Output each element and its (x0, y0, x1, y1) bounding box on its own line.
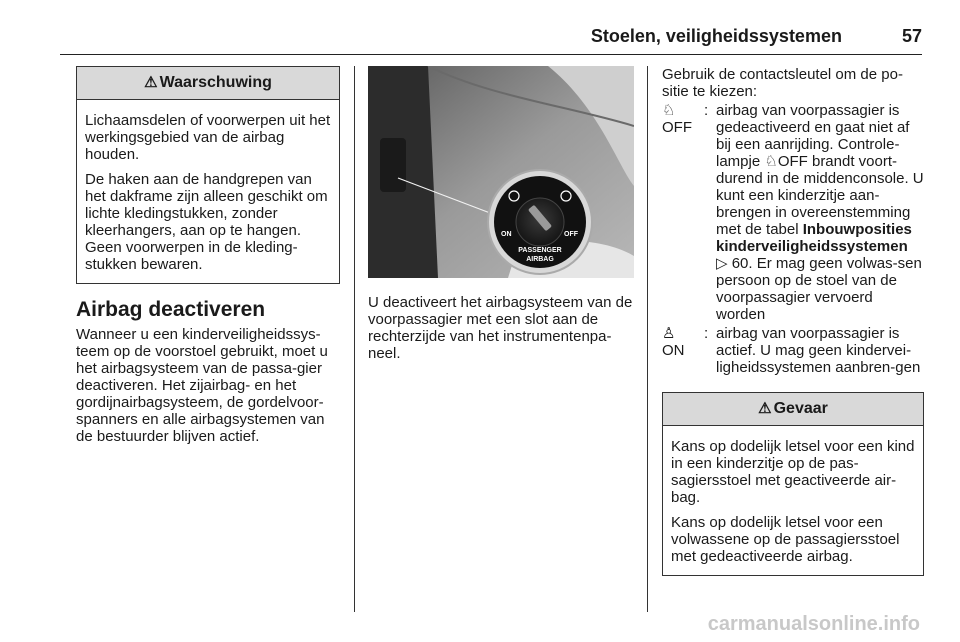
warning-triangle-icon: ⚠ (144, 74, 158, 91)
warning-paragraph: De haken aan de handgrepen van het dakframe zijn alleen geschikt om lichte kledingstukken, zonder kleerhangers, aan op te hangen. Geen voorwerpen in de kleding-stukken bewaren. (85, 171, 328, 273)
airbag-on-icon: ♙ (662, 325, 676, 342)
reference-link[interactable]: Inbouwposities kinderveiligheidssystemen (716, 221, 912, 255)
page-header (60, 26, 922, 55)
danger-heading: ⚠ Gevaar (663, 393, 923, 426)
warning-triangle-icon: ⚠ (758, 400, 772, 417)
page-number: 57 (901, 26, 922, 46)
warning-box (76, 66, 340, 284)
airbag-switch-illustration (368, 66, 634, 278)
figure-caption: U deactiveert het airbagsysteem van de voorpassagier met een slot aan de rechterzijde van het instrumentenpa-neel. (368, 294, 633, 362)
column-middle (368, 66, 634, 362)
option-on-text: airbag van voorpassagier is actief. U mag geen kindervei-ligheidssystemen aanbren-gen (716, 325, 921, 376)
section-heading: Airbag deactiveren (76, 298, 266, 321)
option-off-label: OFF (662, 119, 692, 136)
option-on: ♙ ON : airbag van voorpassagier is actief. U mag geen kindervei-ligheidssystemen aanbren-gen (662, 325, 924, 376)
airbag-off-icon: ♘ (662, 102, 676, 119)
watermark: carmanualsonline.info (707, 613, 920, 635)
switch-label-1: PASSENGER (518, 247, 562, 254)
danger-paragraph: Kans op dodelijk letsel voor een volwassene op de passagiersstoel met gedeactiveerde airbag. (671, 514, 900, 565)
switch-label-2: AIRBAG (526, 256, 554, 263)
airbag-switch-photo (368, 66, 634, 278)
column-divider (647, 66, 648, 612)
airbag-off-icon: ♘ (764, 153, 778, 170)
warning-paragraph: Lichaamsdelen of voorwerpen uit het werkingsgebied van de airbag houden. (85, 112, 331, 163)
option-off-text: airbag van voorpassagier is gedeactiveerd en gaat niet af bij een aanrijding. Controle-lampje ♘OFF brandt voort-durend in de middenconsole. U kunt een kinderzitje aan-brengen in overeenstemming met de tabel Inbouwposities kinderveiligheidssystemen ▷ 60. Er mag geen volwas-sen persoon op de stoel van de voorpassagier vervoerd worden (716, 102, 924, 323)
column-left (76, 66, 340, 445)
switch-off-label: OFF (564, 231, 578, 238)
option-on-label: ON (662, 342, 685, 359)
switch-on-label: ON (501, 231, 512, 238)
section-body: Wanneer u een kinderveiligheidssys-teem op de voorstoel gebruikt, moet u het airbagsysteem van de passa-gier deactiveren. Het zijairbag- en het gordijnairbagsysteem, de gordelvoor-spanners en alle airbagsystemen van de bestuurder blijven actief. (76, 326, 328, 445)
page-title: Stoelen, veiligheidssystemen (590, 26, 842, 46)
warning-heading: ⚠ Waarschuwing (77, 67, 339, 100)
danger-paragraph: Kans op dodelijk letsel voor een kind in een kinderzitje op de pas-sagiersstoel met geactiveerde air-bag. (671, 438, 915, 506)
option-off: ♘ OFF : airbag van voorpassagier is gedeactiveerd en gaat niet af bij een aanrijding. Controle-lampje ♘OFF brandt voort-durend in de middenconsole. U kunt een kinderzitje aan-brengen in overeenstemming met de tabel Inbouwposities kinderveiligheidssystemen ▷ 60. Er mag geen volwas-sen persoon op de stoel van de voorpassagier vervoerd worden (662, 102, 924, 323)
options-intro: Gebruik de contactsleutel om de po-sitie te kiezen: (662, 66, 903, 100)
page-ref-arrow-icon: ▷ (716, 255, 728, 272)
column-right (662, 66, 924, 576)
danger-box (662, 392, 924, 576)
column-divider (354, 66, 355, 612)
